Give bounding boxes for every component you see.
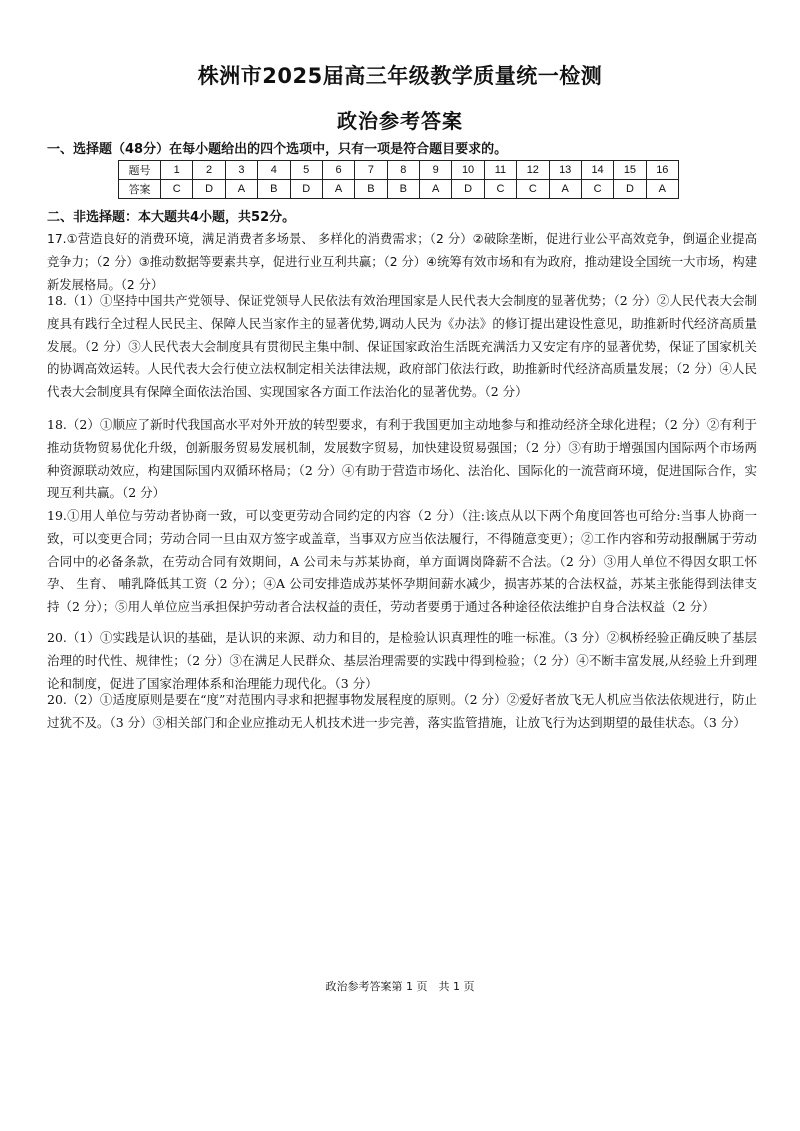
number-cell: 2	[193, 161, 225, 180]
number-cell: 9	[420, 161, 452, 180]
number-cell: 15	[614, 161, 646, 180]
row-label-number: 题号	[119, 161, 161, 180]
answer-q18-part1: 18.（1）①坚持中国共产党领导、保证党领导人民依法有效治理国家是人民代表大会制度的显著优势；（2 分）②人民代表大会制度具有践行全过程人民民主、保障人民当家作主的显著优势,调动人民为《办法》的修订提出建设性意见，助推新时代经济高质量发展。（2 分）③人民代表大会制度具有贯彻民主集中制、保证国家政治生活既充满活力又安定有序的显著优势，保证了国家机关的协调高效运转。人民代表大会行使立法权制定相关法律法规，政府部门依法行政，助推新时代经济高质量发展；（2 分）④人民代表大会制度具有保障全面依法治国、实现国家各方面工作法治化的显著优势。（2 分）	[47, 293, 757, 400]
number-cell: 8	[387, 161, 419, 180]
answer-cell: C	[484, 180, 516, 199]
number-cell: 6	[322, 161, 354, 180]
answer-cell: D	[452, 180, 484, 199]
answer-q18-part2: 18.（2）①顺应了新时代我国高水平对外开放的转型要求，有利于我国更加主动地参与和推动经济全球化进程；（2 分）②有利于推动货物贸易优化升级，创新服务贸易发展机制，发展数字贸易，加快建设贸易强国；（2 分）③有助于增强国内国际两个市场两种资源联动效应，构建国际国内双循环格局；（2 分）④有助于营造市场化、法治化、国际化的一流营商环境，促进国际合作，实现互利共赢。（2 分）	[47, 417, 757, 501]
number-cell: 10	[452, 161, 484, 180]
number-cell: 11	[484, 161, 516, 180]
answer-row	[119, 180, 679, 199]
page-footer: 政治参考答案第 1 页 共 1 页	[325, 980, 475, 993]
answer-cell: A	[646, 180, 678, 199]
answer-cell: A	[322, 180, 354, 199]
answer-q20-part1: 20.（1）①实践是认识的基础，是认识的来源、动力和目的，是检验认识真理性的唯一标准。（3 分）②枫桥经验正确反映了基层治理的时代性、规律性；（2 分）③在满足人民群众、基层治理需要的实践中得到检验；（2 分）④不断丰富发展,从经验上升到理论和制度，促进了国家治理体系和治理能力现代化。（3 分）	[47, 630, 757, 691]
number-cell: 3	[225, 161, 257, 180]
answer-q20-part2: 20.（2）①适度原则是要在“度”对范围内寻求和把握事物发展程度的原则。（2 分）②爱好者放飞无人机应当依法依规进行，防止过犹不及。（3 分）③相关部门和企业应推动无人机技术进一步完善，落实监管措施，让放飞行为达到期望的最佳状态。（3 分）	[47, 692, 757, 730]
answer-cell: A	[225, 180, 257, 199]
answer-cell: A	[549, 180, 581, 199]
answer-cell: A	[420, 180, 452, 199]
answer-cell: B	[258, 180, 290, 199]
number-cell: 16	[646, 161, 678, 180]
question-number-row	[119, 161, 679, 180]
answer-cell: B	[355, 180, 387, 199]
section1-heading: 一、选择题（48分）在每小题给出的四个选项中，只有一项是符合题目要求的。	[47, 142, 508, 157]
number-cell: 12	[517, 161, 549, 180]
number-cell: 14	[581, 161, 613, 180]
answer-cell: D	[614, 180, 646, 199]
section2-heading: 二、非选择题：本大题共4小题，共52分。	[47, 210, 296, 225]
number-cell: 1	[161, 161, 193, 180]
answer-key-subtitle: 政治参考答案	[337, 109, 463, 133]
answer-cell: C	[161, 180, 193, 199]
answer-cell: C	[581, 180, 613, 199]
exam-title: 株洲市2025届高三年级教学质量统一检测	[197, 64, 603, 88]
number-cell: 4	[258, 161, 290, 180]
answer-cell: C	[517, 180, 549, 199]
number-cell: 13	[549, 161, 581, 180]
answer-cell: D	[290, 180, 322, 199]
answer-cell: D	[193, 180, 225, 199]
answer-q17: 17.①营造良好的消费环境，满足消费者多场景、 多样化的消费需求；（2 分）②破除垄断，促进行业公平高效竞争，倒逼企业提高竞争力；（2 分）③推动数据等要素共享，促进行业互利共赢；（2 分）④统筹有效市场和有为政府，推动建设全国统一大市场，构建新发展格局。（2 分）	[47, 232, 757, 292]
answer-table	[118, 160, 679, 199]
number-cell: 7	[355, 161, 387, 180]
number-cell: 5	[290, 161, 322, 180]
answer-q19: 19.①用人单位与劳动者协商一致，可以变更劳动合同约定的内容（2 分）（注:该点从以下两个角度回答也可给分:当事人协商一致，可以变更合同；劳动合同一旦由双方签字或盖章，当事双方应当依法履行，不得随意变更）；②工作内容和劳动报酬属于劳动合同中的必备条款，在劳动合同有效期间，A 公司未与苏某协商，单方面调岗降薪不合法。（2 分）③用人单位不得因女职工怀孕、 生育、 哺乳降低其工资（2 分）；④A 公司安排造成苏某怀孕期间薪水减少，损害苏某的合法权益，苏某主张能得到法律支持（2 分）；⑤用人单位应当承担保护劳动者合法权益的责任，劳动者要勇于通过各种途径依法维护自身合法权益（2 分）	[47, 508, 757, 615]
answer-cell: B	[387, 180, 419, 199]
row-label-answer: 答案	[119, 180, 161, 199]
